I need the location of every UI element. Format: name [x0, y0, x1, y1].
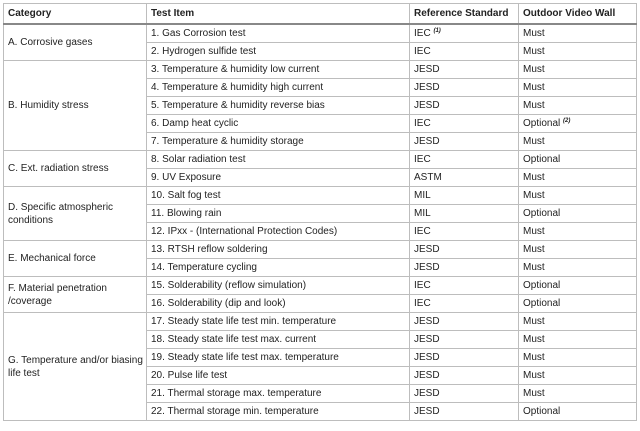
requirement-value: Must	[523, 370, 545, 381]
category-cell: B. Humidity stress	[4, 61, 147, 151]
test-item-cell: 17. Steady state life test min. temperature	[147, 313, 410, 331]
reference-standard-value: JESD	[414, 136, 440, 147]
reference-standard-value: IEC	[414, 118, 431, 129]
reference-standard-value: JESD	[414, 406, 440, 417]
requirement-value: Optional	[523, 208, 561, 219]
reference-standard-cell	[410, 115, 519, 133]
test-item-cell: 20. Pulse life test	[147, 367, 410, 385]
requirement-value: Must	[523, 136, 545, 147]
reference-standard-value: IEC	[414, 154, 431, 165]
test-item-cell: 11. Blowing rain	[147, 205, 410, 223]
category-cell: F. Material penetration /coverage	[4, 277, 147, 313]
reference-standard-value: JESD	[414, 82, 440, 93]
outdoor-video-wall-cell	[519, 403, 637, 421]
requirement-value: Must	[523, 100, 545, 111]
header-test-item: Test Item	[147, 4, 410, 25]
reference-standard-value: JESD	[414, 262, 440, 273]
outdoor-video-wall-cell	[519, 115, 637, 133]
reference-standard-cell	[410, 133, 519, 151]
table-header	[4, 4, 637, 25]
table-body	[4, 24, 637, 421]
test-standards-table	[3, 3, 637, 421]
reference-standard-cell	[410, 295, 519, 313]
test-item-cell: 16. Solderability (dip and look)	[147, 295, 410, 313]
table-row	[4, 277, 637, 295]
test-item-cell: 9. UV Exposure	[147, 169, 410, 187]
reference-standard-cell	[410, 241, 519, 259]
requirement-value: Must	[523, 226, 545, 237]
outdoor-video-wall-cell	[519, 241, 637, 259]
test-item-cell: 21. Thermal storage max. temperature	[147, 385, 410, 403]
test-item-cell: 14. Temperature cycling	[147, 259, 410, 277]
header-reference-standard: Reference Standard	[410, 4, 519, 25]
reference-standard-value: IEC	[414, 280, 431, 291]
outdoor-video-wall-cell	[519, 43, 637, 61]
reference-standard-cell	[410, 385, 519, 403]
category-cell: G. Temperature and/or biasing life test	[4, 313, 147, 421]
outdoor-video-wall-cell	[519, 133, 637, 151]
reference-standard-cell	[410, 349, 519, 367]
outdoor-video-wall-cell	[519, 24, 637, 43]
reference-standard-cell	[410, 367, 519, 385]
test-item-cell: 22. Thermal storage min. temperature	[147, 403, 410, 421]
table-row	[4, 187, 637, 205]
reference-standard-cell	[410, 331, 519, 349]
reference-standard-cell	[410, 151, 519, 169]
reference-standard-value: MIL	[414, 190, 431, 201]
category-cell: E. Mechanical force	[4, 241, 147, 277]
test-item-cell: 4. Temperature & humidity high current	[147, 79, 410, 97]
test-item-cell: 2. Hydrogen sulfide test	[147, 43, 410, 61]
test-item-cell: 18. Steady state life test max. current	[147, 331, 410, 349]
test-item-cell: 10. Salt fog test	[147, 187, 410, 205]
header-category: Category	[4, 4, 147, 25]
requirement-value: Optional	[523, 298, 561, 309]
outdoor-video-wall-cell	[519, 313, 637, 331]
outdoor-video-wall-cell	[519, 151, 637, 169]
footnote-marker: (2)	[563, 118, 571, 124]
requirement-value: Must	[523, 244, 545, 255]
reference-standard-value: JESD	[414, 352, 440, 363]
reference-standard-cell	[410, 223, 519, 241]
requirement-value: Must	[523, 352, 545, 363]
reference-standard-cell	[410, 313, 519, 331]
reference-standard-cell	[410, 43, 519, 61]
test-item-cell: 6. Damp heat cyclic	[147, 115, 410, 133]
outdoor-video-wall-cell	[519, 61, 637, 79]
outdoor-video-wall-cell	[519, 259, 637, 277]
table-row	[4, 313, 637, 331]
reference-standard-value: JESD	[414, 100, 440, 111]
reference-standard-cell	[410, 79, 519, 97]
category-cell: D. Specific atmospheric conditions	[4, 187, 147, 241]
reference-standard-value: IEC	[414, 46, 431, 57]
reference-standard-value: JESD	[414, 244, 440, 255]
reference-standard-cell	[410, 403, 519, 421]
table-row	[4, 241, 637, 259]
outdoor-video-wall-cell	[519, 331, 637, 349]
reference-standard-value: JESD	[414, 334, 440, 345]
outdoor-video-wall-cell	[519, 205, 637, 223]
test-item-cell: 15. Solderability (reflow simulation)	[147, 277, 410, 295]
requirement-value: Must	[523, 28, 545, 39]
requirement-value: Optional	[523, 154, 561, 165]
reference-standard-cell	[410, 187, 519, 205]
requirement-value: Optional	[523, 118, 561, 129]
requirement-value: Must	[523, 172, 545, 183]
outdoor-video-wall-cell	[519, 385, 637, 403]
outdoor-video-wall-cell	[519, 295, 637, 313]
reference-standard-value: JESD	[414, 64, 440, 75]
reference-standard-value: MIL	[414, 208, 431, 219]
category-cell: A. Corrosive gases	[4, 24, 147, 61]
requirement-value: Optional	[523, 406, 561, 417]
table-row	[4, 61, 637, 79]
outdoor-video-wall-cell	[519, 169, 637, 187]
outdoor-video-wall-cell	[519, 349, 637, 367]
requirement-value: Must	[523, 82, 545, 93]
outdoor-video-wall-cell	[519, 97, 637, 115]
reference-standard-value: JESD	[414, 370, 440, 381]
test-item-cell: 7. Temperature & humidity storage	[147, 133, 410, 151]
test-item-cell: 8. Solar radiation test	[147, 151, 410, 169]
reference-standard-value: IEC	[414, 298, 431, 309]
requirement-value: Must	[523, 388, 545, 399]
requirement-value: Optional	[523, 280, 561, 291]
category-cell: C. Ext. radiation stress	[4, 151, 147, 187]
reference-standard-cell	[410, 259, 519, 277]
header-row	[4, 4, 637, 25]
reference-standard-value: JESD	[414, 316, 440, 327]
outdoor-video-wall-cell	[519, 223, 637, 241]
reference-standard-value: ASTM	[414, 172, 442, 183]
table-row	[4, 151, 637, 169]
reference-standard-value: IEC	[414, 226, 431, 237]
table-row	[4, 24, 637, 43]
reference-standard-cell	[410, 169, 519, 187]
test-item-cell: 5. Temperature & humidity reverse bias	[147, 97, 410, 115]
requirement-value: Must	[523, 334, 545, 345]
reference-standard-cell	[410, 97, 519, 115]
reference-standard-cell	[410, 205, 519, 223]
outdoor-video-wall-cell	[519, 187, 637, 205]
test-item-cell: 13. RTSH reflow soldering	[147, 241, 410, 259]
requirement-value: Must	[523, 190, 545, 201]
test-item-cell: 3. Temperature & humidity low current	[147, 61, 410, 79]
requirement-value: Must	[523, 46, 545, 57]
requirement-value: Must	[523, 262, 545, 273]
footnote-marker: (1)	[433, 28, 441, 34]
outdoor-video-wall-cell	[519, 367, 637, 385]
requirement-value: Must	[523, 316, 545, 327]
reference-standard-cell	[410, 24, 519, 43]
requirement-value: Must	[523, 64, 545, 75]
test-item-cell: 12. IPxx - (International Protection Codes)	[147, 223, 410, 241]
reference-standard-cell	[410, 61, 519, 79]
reference-standard-value: JESD	[414, 388, 440, 399]
header-outdoor-video-wall: Outdoor Video Wall	[519, 4, 637, 25]
test-item-cell: 19. Steady state life test max. temperature	[147, 349, 410, 367]
test-item-cell: 1. Gas Corrosion test	[147, 24, 410, 43]
reference-standard-cell	[410, 277, 519, 295]
outdoor-video-wall-cell	[519, 79, 637, 97]
outdoor-video-wall-cell	[519, 277, 637, 295]
reference-standard-value: IEC	[414, 28, 431, 39]
